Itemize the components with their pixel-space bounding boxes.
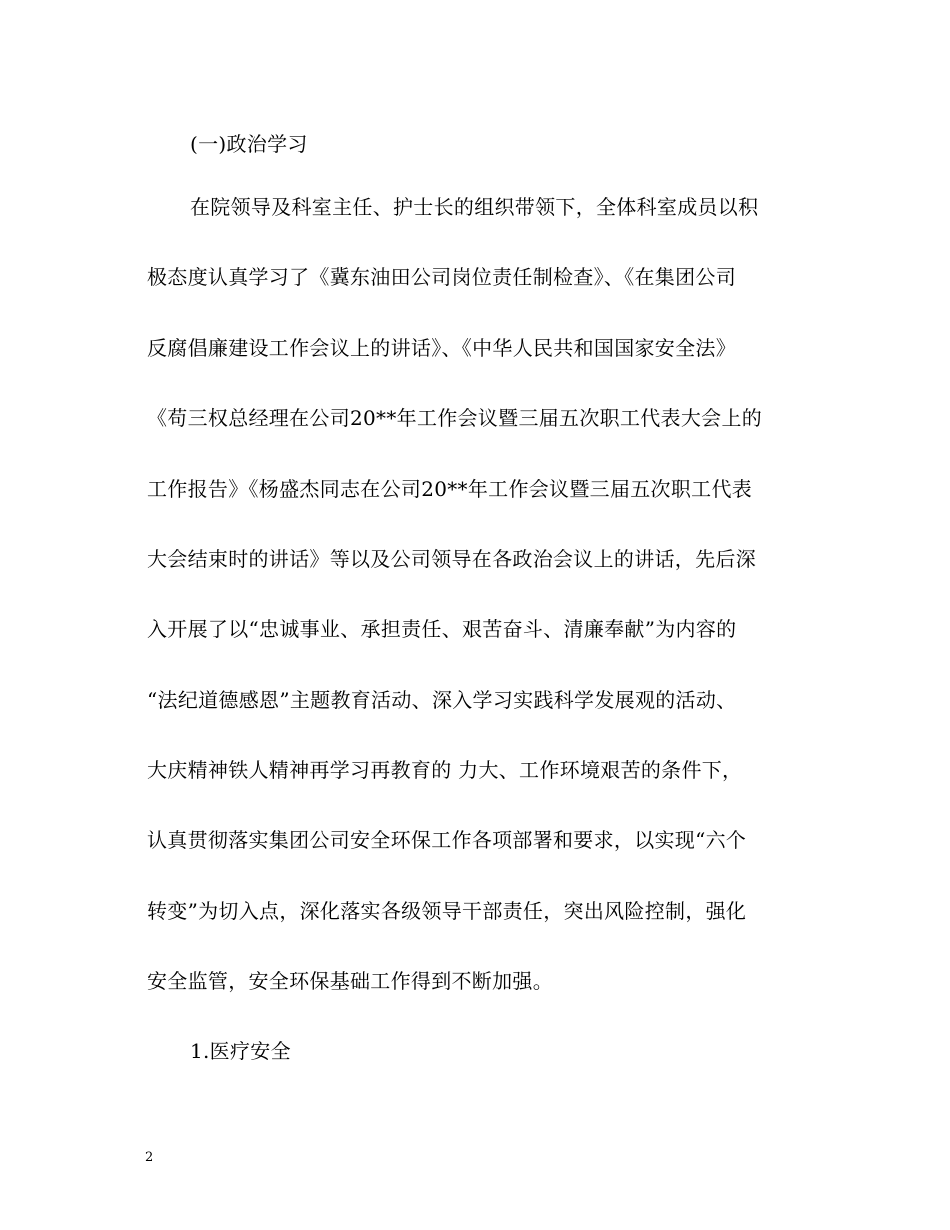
paragraph-line-1: 在院领导及科室主任、护士长的组织带领下，全体科室成员以积 bbox=[190, 195, 759, 219]
paragraph-line-9: 大庆精神铁人精神再学习再教育的 力大、工作环境艰苦的条件下， bbox=[147, 758, 743, 782]
paragraph-line-3: 反腐倡廉建设工作会议上的讲话》、《中华人民共和国国家安全法》 bbox=[147, 336, 736, 360]
section-heading: (一)政治学习 bbox=[190, 132, 308, 156]
paragraph-line-10: 认真贯彻落实集团公司安全环保工作各项部署和要求，以实现“六个 bbox=[147, 828, 747, 852]
paragraph-line-11: 转变”为切入点，深化落实各级领导干部责任，突出风险控制，强化 bbox=[147, 899, 747, 923]
paragraph-line-5: 工作报告》《杨盛杰同志在公司20**年工作会议暨三届五次职工代表 bbox=[147, 477, 753, 501]
page-number: 2 bbox=[145, 1150, 154, 1165]
paragraph-line-8: “法纪道德感恩”主题教育活动、深入学习实践科学发展观的活动、 bbox=[147, 688, 737, 712]
paragraph-line-4: 《苟三权总经理在公司20**年工作会议暨三届五次职工代表大会上的 bbox=[147, 406, 763, 430]
paragraph-line-6: 大会结束时的讲话》等以及公司领导在各政治会议上的讲话，先后深 bbox=[147, 547, 756, 571]
paragraph-line-7: 入开展了以“忠诚事业、承担责任、艰苦奋斗、清廉奉献”为内容的 bbox=[147, 617, 737, 641]
subheading: 1.医疗安全 bbox=[190, 1039, 291, 1063]
paragraph-line-2: 极态度认真学习了《冀东油田公司岗位责任制检查》、《在集团公司 bbox=[147, 265, 736, 289]
paragraph-line-12: 安全监管，安全环保基础工作得到不断加强。 bbox=[147, 969, 553, 993]
